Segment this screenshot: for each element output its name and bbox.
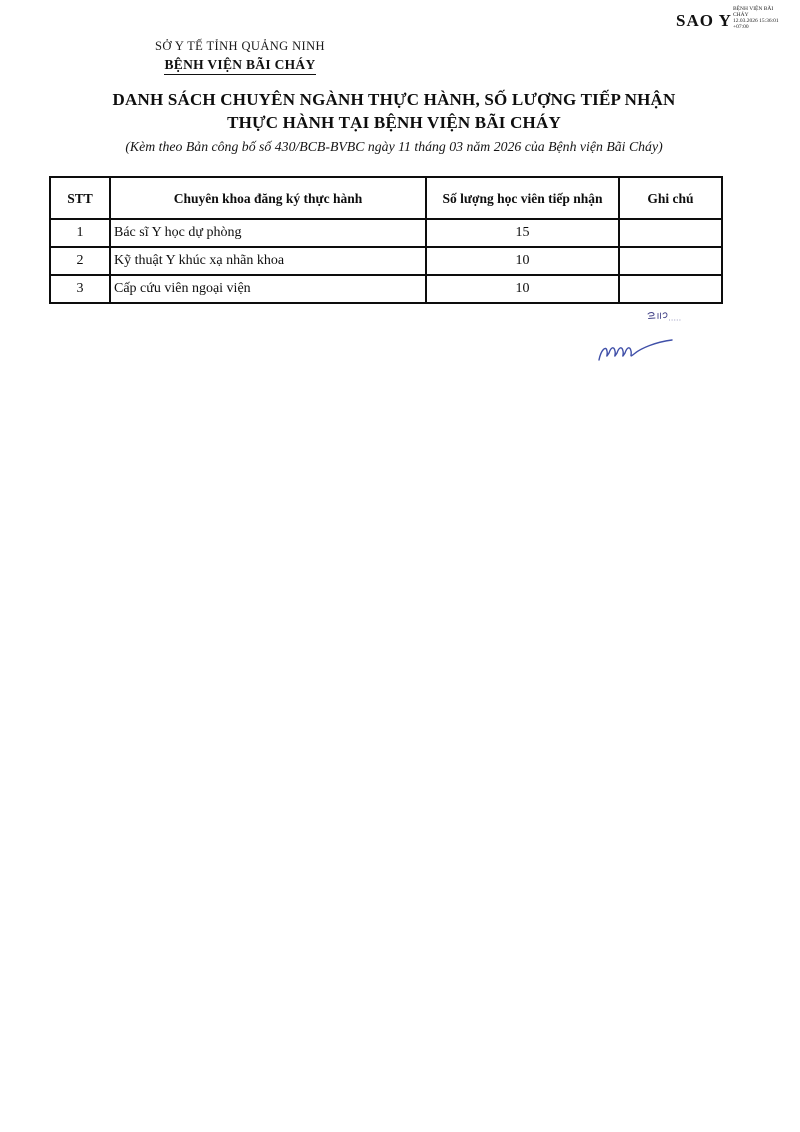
table-header-row	[50, 177, 722, 219]
stamp-timestamp: 12.03.2026 15:36:01	[733, 18, 779, 24]
handwritten-initials-scribble	[646, 310, 684, 325]
cell-note	[619, 219, 722, 247]
table-row	[50, 275, 722, 303]
sao-y-stamp-label: SAO Y	[676, 11, 732, 30]
org-hospital-name: BỆNH VIỆN BÃI CHÁY	[164, 57, 315, 75]
column-header-note: Ghi chú	[619, 177, 722, 219]
cell-specialty: Kỹ thuật Y khúc xạ nhãn khoa	[110, 247, 426, 275]
cell-stt: 2	[50, 247, 110, 275]
document-title	[0, 88, 788, 155]
cell-note	[619, 247, 722, 275]
column-header-stt: STT	[50, 177, 110, 219]
cell-stt: 1	[50, 219, 110, 247]
cell-note	[619, 275, 722, 303]
title-line-2: THỰC HÀNH TẠI BỆNH VIỆN BÃI CHÁY	[227, 113, 561, 132]
stamp-org-line1: BỆNH VIỆN BÃI	[733, 6, 774, 12]
cell-quantity: 10	[426, 247, 619, 275]
stamp-timezone: +07:00	[733, 24, 749, 30]
stamp-org-line2: CHÁY	[733, 12, 749, 18]
title-line-1: DANH SÁCH CHUYÊN NGÀNH THỰC HÀNH, SỐ LƯỢNG TIẾP NHẬN	[112, 90, 676, 109]
cell-specialty: Bác sĩ Y học dự phòng	[110, 219, 426, 247]
org-department: SỞ Y TẾ TỈNH QUẢNG NINH	[155, 39, 325, 53]
column-header-specialty: Chuyên khoa đăng ký thực hành	[110, 177, 426, 219]
column-header-quantity: Số lượng học viên tiếp nhận	[426, 177, 619, 219]
cell-quantity: 10	[426, 275, 619, 303]
table-row	[50, 247, 722, 275]
cell-stt: 3	[50, 275, 110, 303]
title-subtitle: (Kèm theo Bản công bố số 430/BCB-BVBC ngày 11 tháng 03 năm 2026 của Bệnh viện Bãi Cháy)	[125, 139, 663, 154]
sao-y-stamp-details	[733, 6, 797, 30]
table-row	[50, 219, 722, 247]
cell-quantity: 15	[426, 219, 619, 247]
org-header	[98, 39, 382, 75]
handwritten-signature	[596, 335, 678, 365]
cell-specialty: Cấp cứu viên ngoại viện	[110, 275, 426, 303]
specialties-table	[49, 176, 723, 304]
